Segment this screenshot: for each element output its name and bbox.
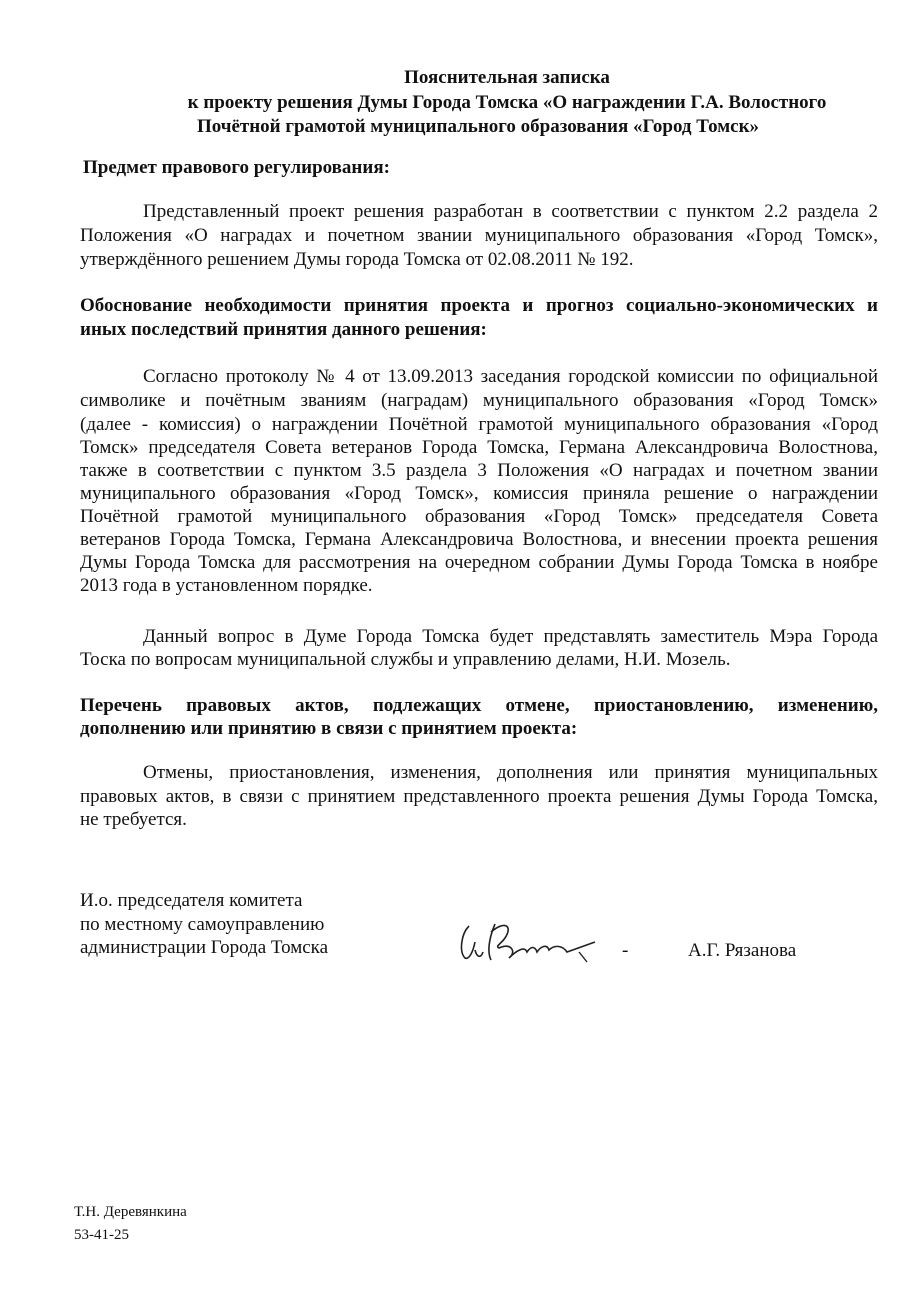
executor-phone: 53-41-25 bbox=[74, 1227, 129, 1243]
section1-line: Положения «О наградах и почетном звании муниципального образования «Город Томск», bbox=[80, 225, 878, 246]
signature-dash: - bbox=[622, 940, 629, 961]
section2-heading: Обоснование необходимости принятия проекта и прогноз социально-экономических и bbox=[80, 295, 878, 316]
section3-heading: Перечень правовых актов, подлежащих отмене, приостановлению, изменению, bbox=[80, 695, 878, 716]
section2-para1-line: ветеранов Города Томска, Германа Александровича Волостнова, и внесении проекта решения bbox=[80, 529, 878, 550]
section2-heading: иных последствий принятия данного решения: bbox=[80, 319, 487, 340]
section2-para1-line: (далее - комиссия) о награждении Почётной грамотой муниципального образования «Город bbox=[80, 414, 878, 435]
section2-para1-line: также в соответствии с пунктом 3.5 раздела 3 Положения «О наградах и почетном звании bbox=[80, 460, 878, 481]
section2-para1-line: Согласно протоколу № 4 от 13.09.2013 заседания городской комиссии по официальной bbox=[143, 366, 878, 387]
section2-para1-line: символике и почётным званиям (наградам) муниципального образования «Город Томск» bbox=[80, 390, 878, 411]
signatory-name: А.Г. Рязанова bbox=[688, 940, 797, 961]
signatory-position: по местному самоуправлению bbox=[80, 914, 325, 935]
handwritten-signature bbox=[455, 912, 605, 968]
title-line-1: Пояснительная записка bbox=[404, 67, 610, 88]
section2-para1-line: муниципального образования «Город Томск», комиссия приняла решение о награждении bbox=[80, 483, 878, 504]
section1-line: утверждённого решением Думы города Томска от 02.08.2011 № 192. bbox=[80, 249, 634, 270]
signatory-position: администрации Города Томска bbox=[80, 937, 329, 958]
section2-para1-line: Почётной грамотой муниципального образования «Город Томск» председателя Совета bbox=[80, 506, 878, 527]
section3-line: не требуется. bbox=[80, 809, 187, 830]
section2-para1-line: 2013 года в установленном порядке. bbox=[80, 575, 373, 596]
signatory-position: И.о. председателя комитета bbox=[80, 890, 303, 911]
section2-para2-line: Данный вопрос в Думе Города Томска будет представлять заместитель Мэра Города bbox=[143, 626, 878, 647]
section1-line: Представленный проект решения разработан в соответствии с пунктом 2.2 раздела 2 bbox=[143, 201, 878, 222]
section3-heading: дополнению или принятию в связи с принятием проекта: bbox=[80, 718, 578, 739]
title-line-3: Почётной грамотой муниципального образования «Город Томск» bbox=[196, 116, 760, 137]
section3-line: правовых актов, в связи с принятием представленного проекта решения Думы Города Томска, bbox=[80, 786, 878, 807]
title-line-2: к проекту решения Думы Города Томска «О награждении Г.А. Волостного bbox=[187, 92, 827, 113]
section3-line: Отмены, приостановления, изменения, дополнения или принятия муниципальных bbox=[143, 762, 878, 783]
executor-name: Т.Н. Деревянкина bbox=[74, 1204, 187, 1220]
section2-para1-line: Думы Города Томска для рассмотрения на очередном собрании Думы Города Томска в ноябре bbox=[80, 552, 878, 573]
section2-para1-line: Томск» председателя Совета ветеранов Города Томска, Германа Александровича Волостнова, bbox=[80, 437, 878, 458]
section2-para2-line: Тоска по вопросам муниципальной службы и управлению делами, Н.И. Мозель. bbox=[80, 649, 731, 670]
section1-heading: Предмет правового регулирования: bbox=[83, 157, 390, 178]
